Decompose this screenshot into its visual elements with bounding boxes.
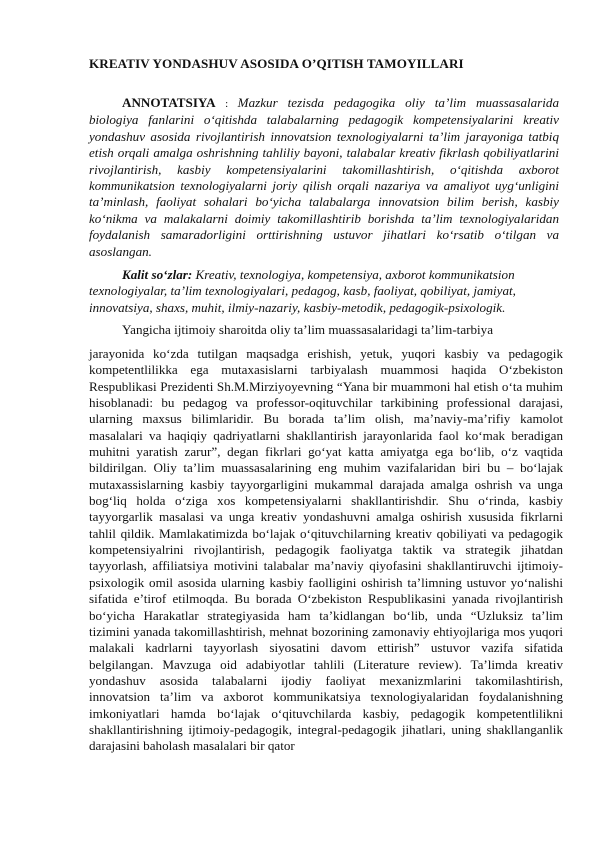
keywords-paragraph xyxy=(89,267,559,316)
body-paragraph: jarayonida ko‘zda tutilgan maqsadga erishish, yetuk, yuqori kasbiy va pedagogik kompetentlilikka ega mutaxasislarni tarbiyalash muammosi haqida O‘zbekiston Respublikasi Prezidenti Sh.M.Mirziyoyevning “Yana bir muammoni hal etish o‘ta muhim hisoblanadi: bu pedagog va professor-oqituvchilar tarkibining professional darajasi, ularning maxsus bilimlaridir. Bu borada ta’lim olish, ma’naviy-ma’rifiy kamolot masalalari va haqiqiy qadriyatlarni shakllantirish jarayonlarida faol ko‘mak beradigan muhitni yaratish zarur”, degan fikrlari go‘yat katta amiyatga ega bo‘lib, o‘z vaqtida bildirilgan. Oliy ta’lim muassasalarining eng muhim vazifalaridan biri bu – bo‘lajak mutaxassislarning kasbiy tayyorgarligini mukammal darajada amalga oshrish va unga bog‘liq holda o‘ziga xos kompetensiyalarni shakllantirishdir. Shu o‘rinda, kasbiy tayyorgarlik masalasi va unga kreativ yondashuvni amalga oshirish xususida fikrlarni tahlil qildik. Mamlakatimizda bo‘lajak o‘qituvchilarning kreativ qobiliyati va pedagogik kompetensiyalrini rivojlantirish, pedagogik faoliyatga taktik va strategik jihatdan tayyorlash, affiliatsiya motivini talabalar ma’naviy qiyofasini shakllantiruvchi ijtimoiy-psixologik omil asosida ularning kasbiy faolligini oshirish ta’limning ustuvor yo‘nalishi sifatida e’tirof etilmoqda. Bu borada O‘zbekiston Respublikasini yanada rivojlantirish bo‘yicha Harakatlar strategiyasida ham ta’kidlangan bo‘lib, unda “Uzluksiz ta’lim tizimini yanada takomillashtirish, mehnat bozorining zamonaviy ehtiyojlariga mos yuqori malakali kadrlarni tayyorlash siyosatini davom ettirish” ustuvor vazifa sifatida belgilangan. Mavzuga oid adabiyotlar tahlili (Literature review). Ta’limda kreativ yondashuv asosida talabalarni ijodiy faoliyat mexanizmlarini takomilashtirish, innovatsion ta’lim va axborot kommunikatsiya texnologiyalaridan foydalanishning imkoniyatlari hamda bo‘lajak o‘qituvchilarda kasbiy, pedagogik kompetentlilikni shakllantirishning ijtimoiy-pedagogik, integral-pedagogik jihatlari, uning shakllanganlik darajasini baholash masalalari bir qator xyxy=(89,346,563,754)
abstract-separator: : xyxy=(215,98,238,110)
abstract-text: Mazkur tezisda pedagogika oliy ta’lim muassasalarida biologiya fanlarini o‘qitishda talabalarning pedagogik kompetensiyalarini kreativ yondashuv asosida rivojlantirish innovatsion texnologiyalarni ta’lim jarayoniga tatbiq etish orqali amalga oshrishning tahliliy bayoni, talabalar kreativ fikrlash qobiliyatlarini rivojlantirish, kasbiy kompetensiyalarini takomillashtirish, o‘qitishda axborot kommunikatsion texnologiyalarni joriy qilish orqali nazariya va amaliyot uyg‘unligini ta’minlash, faoliyat sohalari bo‘yicha talabalarga innovatsion bilim berish, kasbiy ko‘nikma va malakalarni doimiy takomillashtirib borishda ta’lim texnologiyalaridan foydalanish samaradorligini orttirishning ustuvor jihatlari ko‘rsatib o‘tilgan va asoslangan. xyxy=(89,95,560,259)
abstract-paragraph xyxy=(89,95,559,260)
keywords-text: Kreativ, texnologiya, kompetensiya, axborot kommunikatsion texnologiyalar, ta’lim texnologiyalari, pedagog, kasb, faoliyat, qobiliyat, jamiyat, innovatsiya, shaxs, muhit, ilmiy-nazariy, kasbiy-metodik, pedagogik-psixologik. xyxy=(89,267,516,315)
keywords-label: Kalit so‘zlar: xyxy=(122,267,193,282)
document-title: KREATIV YONDASHUV ASOSIDA O’QITISH TAMOYILLARI xyxy=(89,56,464,71)
abstract-label: ANNOTATSIYA xyxy=(122,95,216,110)
body-first-line: Yangicha ijtimoiy sharoitda oliy ta’lim muassasalaridagi ta’lim-tarbiya xyxy=(122,322,494,337)
